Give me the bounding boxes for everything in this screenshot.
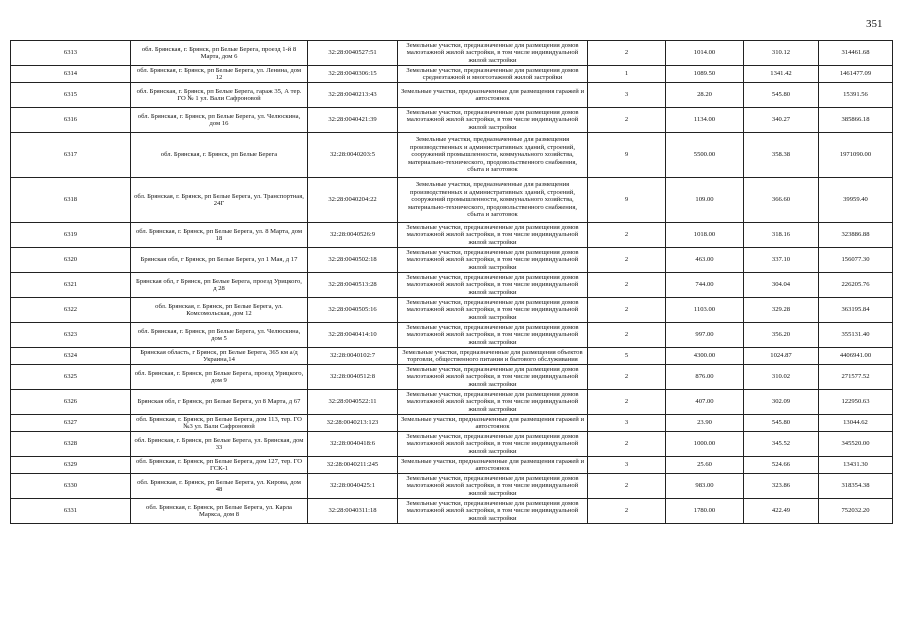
group-cell: 2 — [588, 41, 666, 66]
rate-cell: 545.80 — [744, 83, 819, 108]
cadastral-number-cell: 32:28:0040418:6 — [308, 432, 398, 457]
land-use-cell: Земельные участки, предназначенные для размещения домов малоэтажной жилой застройки, в том числе индивидуальной жилой застройки — [398, 499, 588, 524]
group-cell: 2 — [588, 474, 666, 499]
cadastral-value-cell: 15391.56 — [819, 83, 893, 108]
address-cell: обл. Брянская, г. Брянск, рп Белые Берега, ул. Кирова, дом 48 — [131, 474, 308, 499]
cadastral-number-cell: 32:28:0040204:22 — [308, 178, 398, 223]
area-cell: 1014.00 — [666, 41, 744, 66]
rate-cell: 345.52 — [744, 432, 819, 457]
cadastral-value-cell: 345520.00 — [819, 432, 893, 457]
area-cell: 4300.00 — [666, 348, 744, 365]
address-cell: обл. Брянская, г. Брянск, рп Белые Берега, ул. Ленина, дом 12 — [131, 66, 308, 83]
table-row — [11, 365, 893, 390]
table-row — [11, 273, 893, 298]
row-number-cell: 6326 — [11, 390, 131, 415]
cadastral-number-cell: 32:28:0040502:18 — [308, 248, 398, 273]
address-cell: обл. Брянская, г. Брянск, рп Белые Берега, ул. Челюскина, дом 5 — [131, 323, 308, 348]
row-number-cell: 6318 — [11, 178, 131, 223]
area-cell: 28.20 — [666, 83, 744, 108]
land-use-cell: Земельные участки, предназначенные для размещения домов малоэтажной жилой застройки, в том числе индивидуальной жилой застройки — [398, 432, 588, 457]
address-cell: Брянская область, г Брянск, рп Белые Берега, 365 км а/д Украина,14 — [131, 348, 308, 365]
rate-cell: 340.27 — [744, 108, 819, 133]
land-use-cell: Земельные участки, предназначенные для размещения производственных и административных зданий, строений, сооружений промышленности, коммунального хозяйства, материально-технического, продовольственного снабжения, сбыта и заготовок — [398, 133, 588, 178]
cadastral-number-cell: 32:28:0040512:8 — [308, 365, 398, 390]
row-number-cell: 6321 — [11, 273, 131, 298]
row-number-cell: 6315 — [11, 83, 131, 108]
table-row — [11, 298, 893, 323]
rate-cell: 329.28 — [744, 298, 819, 323]
area-cell: 1089.50 — [666, 66, 744, 83]
area-cell: 997.00 — [666, 323, 744, 348]
group-cell: 1 — [588, 66, 666, 83]
area-cell: 1134.00 — [666, 108, 744, 133]
row-number-cell: 6325 — [11, 365, 131, 390]
group-cell: 2 — [588, 390, 666, 415]
cadastral-number-cell: 32:28:0040414:10 — [308, 323, 398, 348]
group-cell: 2 — [588, 273, 666, 298]
address-cell: обл. Брянская, г. Брянск, рп Белые Берега, проезд Урицкого, дом 9 — [131, 365, 308, 390]
land-use-cell: Земельные участки, предназначенные для размещения гаражей и автостоянок — [398, 83, 588, 108]
rate-cell: 422.49 — [744, 499, 819, 524]
area-cell: 23.90 — [666, 415, 744, 432]
cadastral-value-cell: 385866.18 — [819, 108, 893, 133]
area-cell: 983.00 — [666, 474, 744, 499]
group-cell: 5 — [588, 348, 666, 365]
group-cell: 3 — [588, 415, 666, 432]
area-cell: 5500.00 — [666, 133, 744, 178]
group-cell: 3 — [588, 83, 666, 108]
cadastral-value-cell: 314461.68 — [819, 41, 893, 66]
table-row — [11, 323, 893, 348]
area-cell: 1000.00 — [666, 432, 744, 457]
row-number-cell: 6317 — [11, 133, 131, 178]
cadastral-number-cell: 32:28:0040421:39 — [308, 108, 398, 133]
land-use-cell: Земельные участки, предназначенные для размещения домов малоэтажной жилой застройки, в том числе индивидуальной жилой застройки — [398, 108, 588, 133]
cadastral-value-cell: 1971090.00 — [819, 133, 893, 178]
area-cell: 407.00 — [666, 390, 744, 415]
cadastral-value-cell: 39959.40 — [819, 178, 893, 223]
address-cell: обл. Брянская, г. Брянск, рп Белые Берега, ул. Транспортная, 24Г — [131, 178, 308, 223]
row-number-cell: 6324 — [11, 348, 131, 365]
row-number-cell: 6319 — [11, 223, 131, 248]
cadastral-value-cell: 156077.30 — [819, 248, 893, 273]
address-cell: обл. Брянская, г. Брянск, рп Белые Берега, дом 127, тер. ГО ГСК-1 — [131, 457, 308, 474]
row-number-cell: 6313 — [11, 41, 131, 66]
land-use-cell: Земельные участки, предназначенные для размещения домов малоэтажной жилой застройки, в том числе индивидуальной жилой застройки — [398, 41, 588, 66]
rate-cell: 358.38 — [744, 133, 819, 178]
land-use-cell: Земельные участки, предназначенные для размещения домов малоэтажной жилой застройки, в том числе индивидуальной жилой застройки — [398, 390, 588, 415]
area-cell: 463.00 — [666, 248, 744, 273]
table-row — [11, 432, 893, 457]
row-number-cell: 6320 — [11, 248, 131, 273]
cadastral-value-cell: 318354.38 — [819, 474, 893, 499]
group-cell: 2 — [588, 248, 666, 273]
area-cell: 25.60 — [666, 457, 744, 474]
land-use-cell: Земельные участки, предназначенные для размещения домов малоэтажной жилой застройки, в том числе индивидуальной жилой застройки — [398, 365, 588, 390]
table-row — [11, 248, 893, 273]
area-cell: 1103.00 — [666, 298, 744, 323]
cadastral-value-cell: 4406941.00 — [819, 348, 893, 365]
rate-cell: 323.86 — [744, 474, 819, 499]
group-cell: 3 — [588, 457, 666, 474]
cadastral-number-cell: 32:28:0040102:7 — [308, 348, 398, 365]
address-cell: обл. Брянская, г. Брянск, рп Белые Берега — [131, 133, 308, 178]
land-use-cell: Земельные участки, предназначенные для размещения домов малоэтажной жилой застройки, в том числе индивидуальной жилой застройки — [398, 248, 588, 273]
rate-cell: 304.04 — [744, 273, 819, 298]
cadastral-number-cell: 32:28:0040526:9 — [308, 223, 398, 248]
row-number-cell: 6327 — [11, 415, 131, 432]
group-cell: 9 — [588, 133, 666, 178]
cadastral-number-cell: 32:28:0040213:123 — [308, 415, 398, 432]
cadastral-number-cell: 32:28:0040211:245 — [308, 457, 398, 474]
group-cell: 2 — [588, 298, 666, 323]
table-row — [11, 66, 893, 83]
cadastral-value-cell: 363195.84 — [819, 298, 893, 323]
land-use-cell: Земельные участки, предназначенные для размещения домов малоэтажной жилой застройки, в том числе индивидуальной жилой застройки — [398, 298, 588, 323]
address-cell: Брянская обл, г Брянск, рп Белые Берега, ул 1 Мая, д 17 — [131, 248, 308, 273]
land-use-cell: Земельные участки, предназначенные для размещения домов малоэтажной жилой застройки, в том числе индивидуальной жилой застройки — [398, 323, 588, 348]
cadastral-number-cell: 32:28:0040425:1 — [308, 474, 398, 499]
land-use-cell: Земельные участки, предназначенные для размещения домов малоэтажной жилой застройки, в том числе индивидуальной жилой застройки — [398, 223, 588, 248]
row-number-cell: 6316 — [11, 108, 131, 133]
table-row — [11, 178, 893, 223]
table-row — [11, 415, 893, 432]
area-cell: 744.00 — [666, 273, 744, 298]
rate-cell: 318.16 — [744, 223, 819, 248]
row-number-cell: 6322 — [11, 298, 131, 323]
table-row — [11, 474, 893, 499]
group-cell: 2 — [588, 223, 666, 248]
row-number-cell: 6314 — [11, 66, 131, 83]
page-number: 351 — [866, 18, 883, 30]
table-row — [11, 348, 893, 365]
rate-cell: 310.12 — [744, 41, 819, 66]
address-cell: обл. Брянская, г. Брянск, рп Белые Берега, гараж 35, А тер. ГО № 1 ул. Вали Сафроновой — [131, 83, 308, 108]
table-row — [11, 223, 893, 248]
cadastral-number-cell: 32:28:0040505:16 — [308, 298, 398, 323]
rate-cell: 366.60 — [744, 178, 819, 223]
table-row — [11, 83, 893, 108]
rate-cell: 545.80 — [744, 415, 819, 432]
cadastral-value-cell: 13431.30 — [819, 457, 893, 474]
row-number-cell: 6323 — [11, 323, 131, 348]
area-cell: 876.00 — [666, 365, 744, 390]
rate-cell: 524.66 — [744, 457, 819, 474]
cadastral-value-cell: 323886.88 — [819, 223, 893, 248]
rate-cell: 310.02 — [744, 365, 819, 390]
address-cell: Брянская обл, г Брянск, рп Белые Берега, проезд Урицкого, д 28 — [131, 273, 308, 298]
cadastral-number-cell: 32:28:0040522:11 — [308, 390, 398, 415]
rate-cell: 302.09 — [744, 390, 819, 415]
rate-cell: 337.10 — [744, 248, 819, 273]
row-number-cell: 6328 — [11, 432, 131, 457]
cadastral-value-cell: 752032.20 — [819, 499, 893, 524]
group-cell: 2 — [588, 499, 666, 524]
table-row — [11, 499, 893, 524]
address-cell: обл. Брянская, г. Брянск, рп Белые Берега, ул. Комсомольская, дом 12 — [131, 298, 308, 323]
land-use-cell: Земельные участки, предназначенные для размещения объектов торговли, общественного питания и бытового обслуживания — [398, 348, 588, 365]
group-cell: 2 — [588, 323, 666, 348]
table-body — [11, 41, 893, 524]
cadastral-value-cell: 226205.76 — [819, 273, 893, 298]
land-use-cell: Земельные участки, предназначенные для размещения производственных и административных зданий, строений, сооружений промышленности, коммунального хозяйства, материально-технического, продовольственного снабжения, сбыта и заготовок — [398, 178, 588, 223]
table-row — [11, 457, 893, 474]
cadastral-value-cell: 122950.63 — [819, 390, 893, 415]
address-cell: обл. Брянская, г. Брянск, рп Белые Берега, ул. Карла Маркса, дом 8 — [131, 499, 308, 524]
row-number-cell: 6330 — [11, 474, 131, 499]
cadastral-number-cell: 32:28:0040527:51 — [308, 41, 398, 66]
land-use-cell: Земельные участки, предназначенные для размещения гаражей и автостоянок — [398, 415, 588, 432]
group-cell: 2 — [588, 432, 666, 457]
area-cell: 109.00 — [666, 178, 744, 223]
table-row — [11, 390, 893, 415]
group-cell: 2 — [588, 365, 666, 390]
cadastral-number-cell: 32:28:0040203:5 — [308, 133, 398, 178]
address-cell: Брянская обл, г Брянск, рп Белые Берега, ул 8 Марта, д 67 — [131, 390, 308, 415]
row-number-cell: 6331 — [11, 499, 131, 524]
cadastral-value-cell: 13044.62 — [819, 415, 893, 432]
cadastral-number-cell: 32:28:0040311:18 — [308, 499, 398, 524]
cadastral-number-cell: 32:28:0040306:15 — [308, 66, 398, 83]
group-cell: 9 — [588, 178, 666, 223]
cadastral-value-table — [10, 40, 893, 524]
table-row — [11, 133, 893, 178]
land-use-cell: Земельные участки, предназначенные для размещения домов малоэтажной жилой застройки, в том числе индивидуальной жилой застройки — [398, 273, 588, 298]
cadastral-number-cell: 32:28:0040213:43 — [308, 83, 398, 108]
group-cell: 2 — [588, 108, 666, 133]
cadastral-number-cell: 32:28:0040513:28 — [308, 273, 398, 298]
row-number-cell: 6329 — [11, 457, 131, 474]
address-cell: обл. Брянская, г. Брянск, рп Белые Берега, проезд 1-й 8 Марта, дом 6 — [131, 41, 308, 66]
cadastral-value-cell: 1461477.09 — [819, 66, 893, 83]
address-cell: обл. Брянская, г. Брянск, рп Белые Берега, ул. 8 Марта, дом 18 — [131, 223, 308, 248]
rate-cell: 1341.42 — [744, 66, 819, 83]
area-cell: 1780.00 — [666, 499, 744, 524]
rate-cell: 356.20 — [744, 323, 819, 348]
address-cell: обл. Брянская, г. Брянск, рп Белые Берега, ул. Челюскина, дом 16 — [131, 108, 308, 133]
rate-cell: 1024.87 — [744, 348, 819, 365]
land-use-cell: Земельные участки, предназначенные для размещения гаражей и автостоянок — [398, 457, 588, 474]
cadastral-value-cell: 355131.40 — [819, 323, 893, 348]
table-row — [11, 41, 893, 66]
address-cell: обл. Брянская, г. Брянск, рп Белые Берега, ул. Брянская, дом 33 — [131, 432, 308, 457]
land-use-cell: Земельные участки, предназначенные для размещения домов малоэтажной жилой застройки, в том числе индивидуальной жилой застройки — [398, 474, 588, 499]
table-row — [11, 108, 893, 133]
cadastral-value-cell: 271577.52 — [819, 365, 893, 390]
address-cell: обл. Брянская, г. Брянск, рп Белые Берега, дом 113, тер. ГО №3 ул. Вали Сафроновой — [131, 415, 308, 432]
land-use-cell: Земельные участки, предназначенные для размещения домов среднеэтажной и многоэтажной жилой застройки — [398, 66, 588, 83]
area-cell: 1018.00 — [666, 223, 744, 248]
